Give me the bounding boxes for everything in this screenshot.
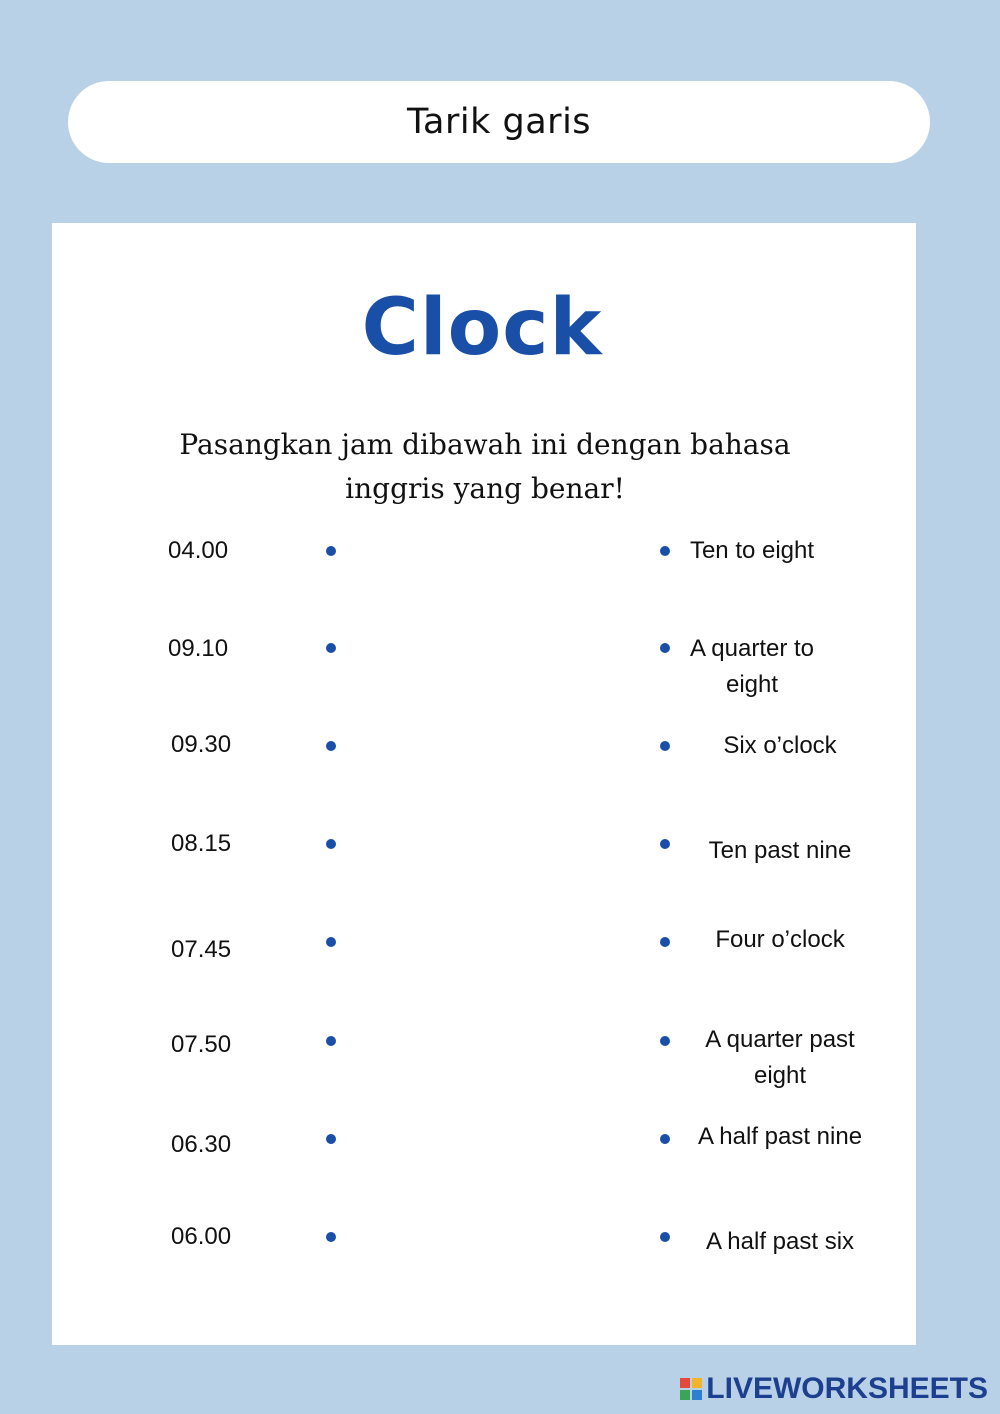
left-match-dot[interactable] <box>326 937 336 947</box>
logo-text: LIVEWORKSHEETS <box>706 1372 988 1405</box>
phrase-line: eight <box>753 1062 807 1089</box>
instruction-line-2: inggris yang benar! <box>345 472 625 505</box>
phrase-line: Ten to eight <box>689 537 815 564</box>
phrase-line: eight <box>725 671 779 698</box>
phrase-label <box>690 1224 870 1260</box>
left-match-dot[interactable] <box>326 1036 336 1046</box>
phrase-label <box>690 728 870 764</box>
phrase-line: Six o’clock <box>723 732 837 759</box>
header-title: Tarik garis <box>406 102 592 142</box>
right-match-dot[interactable] <box>660 643 670 653</box>
worksheet-card <box>52 223 916 1345</box>
right-match-dot[interactable] <box>660 546 670 556</box>
left-match-dot[interactable] <box>326 643 336 653</box>
left-match-dot[interactable] <box>326 741 336 751</box>
time-label: 06.30 <box>171 1131 232 1158</box>
phrase-label <box>672 631 832 703</box>
header-pill <box>68 81 930 163</box>
liveworksheets-logo[interactable] <box>680 1372 988 1406</box>
time-label: 04.00 <box>168 537 229 564</box>
left-match-dot[interactable] <box>326 1232 336 1242</box>
phrase-label <box>690 922 870 958</box>
right-match-dot[interactable] <box>660 1232 670 1242</box>
phrase-line: A half past nine <box>697 1123 863 1150</box>
phrase-label <box>672 533 832 569</box>
right-match-dot[interactable] <box>660 839 670 849</box>
phrase-line: Ten past nine <box>708 837 852 864</box>
worksheet-title: Clock <box>361 283 603 373</box>
phrase-label <box>690 1022 870 1094</box>
phrase-line: A half past six <box>705 1228 855 1255</box>
instruction-text <box>140 423 830 511</box>
left-match-dot[interactable] <box>326 546 336 556</box>
time-label: 08.15 <box>171 830 232 857</box>
phrase-line: A quarter to <box>689 635 815 662</box>
phrase-line: A quarter past <box>705 1026 855 1053</box>
right-match-dot[interactable] <box>660 741 670 751</box>
phrase-label <box>682 1119 878 1155</box>
logo-grid-icon <box>680 1378 702 1400</box>
time-label: 06.00 <box>171 1223 232 1250</box>
phrase-label <box>690 833 870 869</box>
phrase-line: Four o’clock <box>715 926 845 953</box>
left-match-dot[interactable] <box>326 839 336 849</box>
right-match-dot[interactable] <box>660 1134 670 1144</box>
right-match-dot[interactable] <box>660 937 670 947</box>
left-match-dot[interactable] <box>326 1134 336 1144</box>
right-match-dot[interactable] <box>660 1036 670 1046</box>
time-label: 09.30 <box>171 731 232 758</box>
instruction-line-1: Pasangkan jam dibawah ini dengan bahasa <box>179 428 791 461</box>
time-label: 07.50 <box>171 1031 232 1058</box>
time-label: 07.45 <box>171 936 232 963</box>
time-label: 09.10 <box>168 635 229 662</box>
